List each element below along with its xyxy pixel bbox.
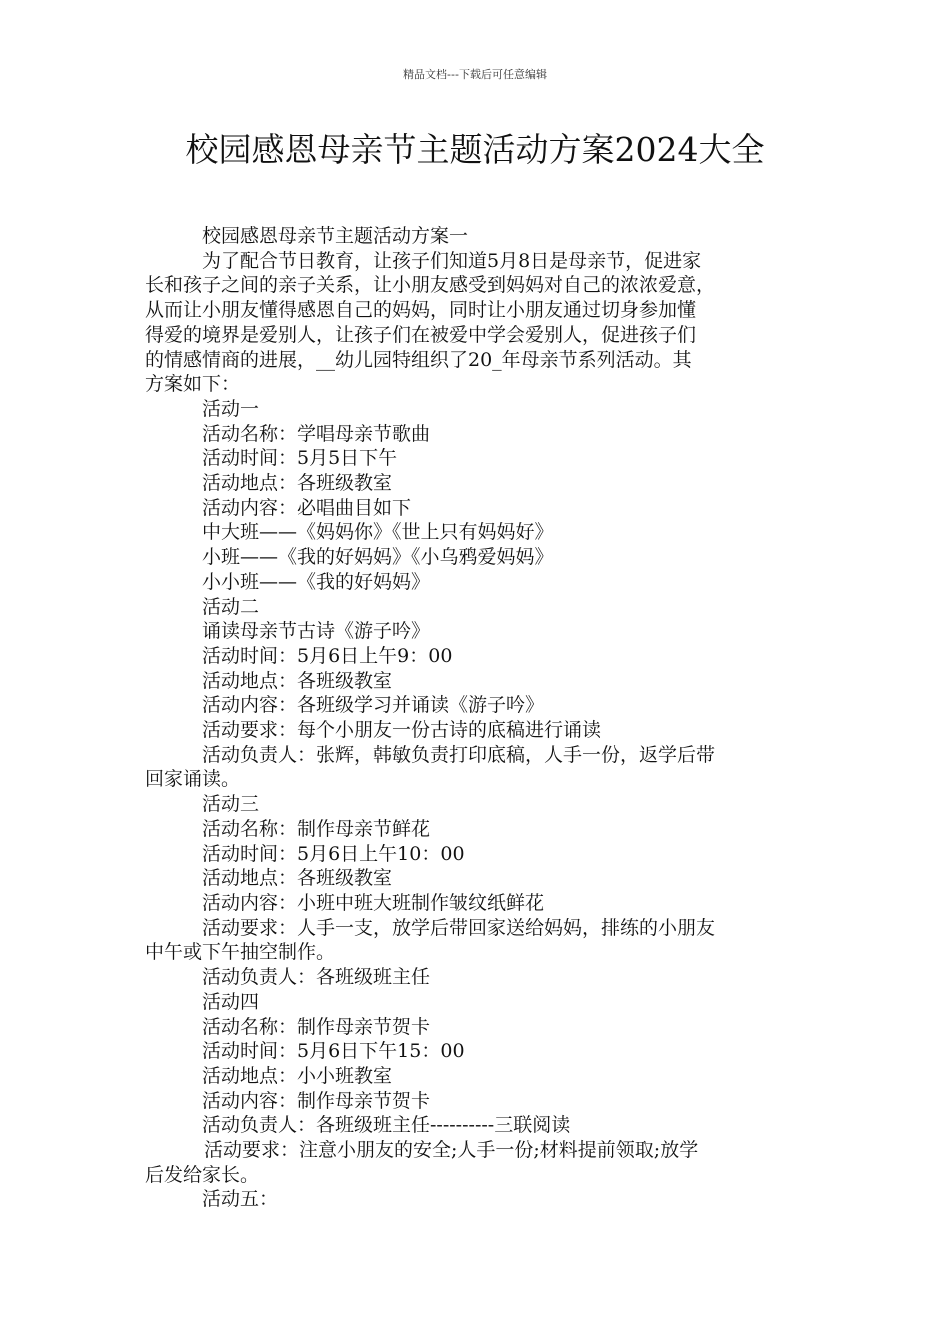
paragraph-line: 从而让小朋友懂得感恩自己的妈妈，同时让小朋友通过切身参加懂	[145, 299, 697, 322]
paragraph-line: 中大班——《妈妈你》《世上只有妈妈好》	[202, 521, 554, 544]
paragraph-line: 活动内容：制作母亲节贺卡	[202, 1089, 431, 1112]
paragraph-line: 中午或下午抽空制作。	[145, 941, 336, 964]
paragraph-line: 活动负责人：各班级班主任	[202, 966, 431, 989]
paragraph-line: 活动地点：各班级教室	[202, 867, 393, 890]
paragraph-line: 活动负责人：各班级班主任----------三联阅读	[202, 1114, 571, 1137]
activity-heading: 活动五：	[202, 1188, 279, 1211]
activity-heading: 活动一	[202, 397, 260, 420]
paragraph-line: 活动时间：5月6日上午9：00	[202, 644, 453, 667]
paragraph-line: 活动名称：学唱母亲节歌曲	[202, 422, 431, 445]
section-heading: 校园感恩母亲节主题活动方案一	[202, 225, 469, 247]
paragraph-line: 活动内容：各班级学习并诵读《游子吟》	[202, 694, 545, 717]
paragraph-line: 后发给家长。	[145, 1163, 260, 1186]
paragraph-line: 回家诵读。	[145, 768, 241, 791]
paragraph-line: 小班——《我的好妈妈》《小乌鸦爱妈妈》	[202, 546, 554, 569]
paragraph-line: 得爱的境界是爱别人，让孩子们在被爱中学会爱别人，促进孩子们	[145, 323, 697, 346]
paragraph-line: 活动内容：必唱曲目如下	[202, 496, 412, 519]
document-title: 校园感恩母亲节主题活动方案2024大全	[185, 130, 765, 169]
header-note: 精品文档---下载后可任意编辑	[403, 68, 547, 81]
paragraph-line: 活动时间：5月6日下午15：00	[202, 1040, 465, 1063]
paragraph-line: 活动名称：制作母亲节鲜花	[202, 817, 431, 840]
activity-heading: 活动二	[202, 595, 260, 618]
paragraph-line: 活动负责人：张辉，韩敏负责打印底稿，人手一份，返学后带	[202, 743, 716, 766]
paragraph-line: 的情感情商的进展，__幼儿园特组织了20_年母亲节系列活动。其	[145, 348, 692, 371]
paragraph-line: 活动时间：5月5日下午	[202, 447, 398, 470]
paragraph-line: 活动名称：制作母亲节贺卡	[202, 1015, 431, 1038]
activity-heading: 活动四	[202, 990, 260, 1013]
paragraph-line: 为了配合节日教育，让孩子们知道5月8日是母亲节，促进家	[202, 249, 702, 272]
paragraph-line: 活动地点：小小班教室	[202, 1064, 393, 1087]
paragraph-line: 活动要求：注意小朋友的安全;人手一份;材料提前领取;放学	[204, 1139, 699, 1162]
paragraph-line: 长和孩子之间的亲子关系，让小朋友感受到妈妈对自己的浓浓爱意，	[145, 274, 716, 297]
paragraph-line: 活动时间：5月6日上午10：00	[202, 842, 465, 865]
paragraph-line: 活动内容：小班中班大班制作皱纹纸鲜花	[202, 891, 545, 914]
paragraph-line: 活动要求：每个小朋友一份古诗的底稿进行诵读	[202, 719, 602, 742]
paragraph-line: 小小班——《我的好妈妈》	[202, 570, 431, 593]
paragraph-line: 诵读母亲节古诗《游子吟》	[202, 620, 431, 643]
paragraph-line: 活动要求：人手一支，放学后带回家送给妈妈，排练的小朋友	[202, 916, 716, 939]
document-body	[145, 224, 811, 1212]
activity-heading: 活动三	[202, 793, 260, 816]
paragraph-line: 活动地点：各班级教室	[202, 669, 393, 692]
paragraph-line: 方案如下：	[145, 373, 241, 396]
paragraph-line: 活动地点：各班级教室	[202, 472, 393, 495]
